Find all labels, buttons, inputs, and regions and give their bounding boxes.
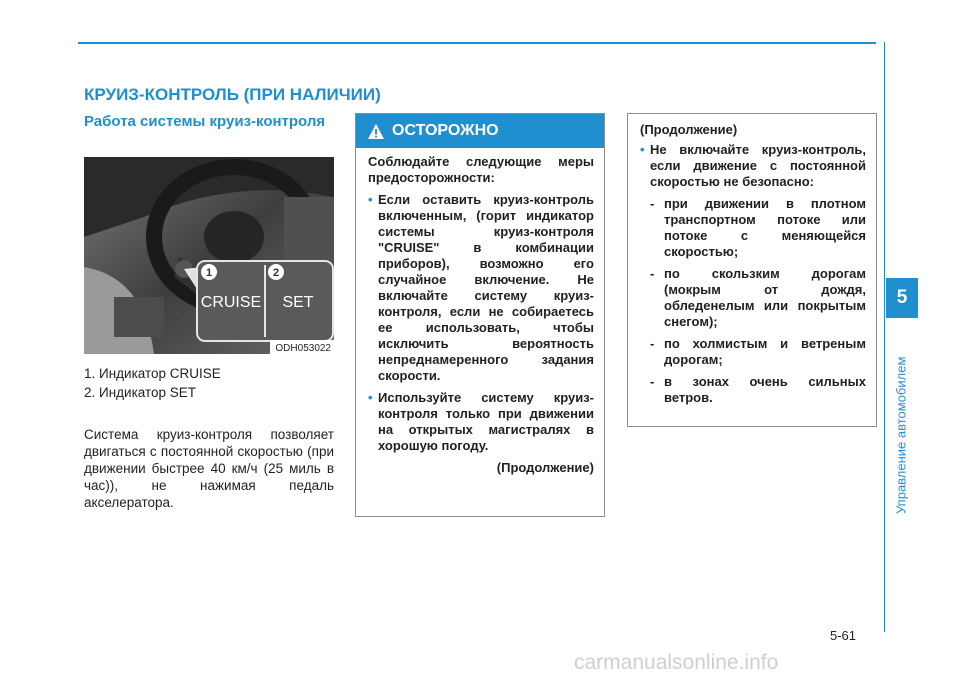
body-paragraph: Система круиз-контроля позволяет двигаться с постоянной скоростью (при движении быстрее 40 км/ч (25 миль в час)), не нажимая педаль акселератора.: [84, 427, 334, 510]
continued-bullet: • Не включайте круиз-контроль, если движение с постоянной скоростью не безопасно:: [640, 142, 866, 189]
chapter-tab[interactable]: 5: [886, 278, 918, 318]
dashboard-photo: [84, 157, 334, 354]
warning-bullet: • Если оставить круиз-контроль включенным, (горит индикатор системы круиз-контроля "CRUISE" в комбинации приборов), возможно его случайное включение. Не включайте систему круиз-контроля, если не собираетесь ее использовать, чтобы исключить вероятность непреднамеренного задания скорости.: [368, 192, 594, 383]
bullet-icon: •: [368, 390, 373, 405]
bullet-icon: •: [640, 142, 645, 157]
warning-title: ОСТОРОЖНО: [392, 122, 499, 139]
top-rule: [78, 42, 876, 44]
side-rule: [884, 42, 885, 632]
caption-list: [84, 364, 334, 402]
section-title: КРУИЗ-КОНТРОЛЬ (ПРИ НАЛИЧИИ): [84, 85, 381, 104]
caption-item: 1. Индикатор CRUISE: [84, 366, 221, 381]
continued-header: (Продолжение): [640, 122, 738, 137]
set-indicator-label: SET: [282, 294, 314, 311]
warning-continued: (Продолжение): [496, 460, 594, 475]
marker-2: 2: [272, 267, 280, 279]
dash-item: - по холмистым и ветреным дорогам;: [650, 336, 866, 367]
marker-1: 1: [205, 267, 213, 279]
figure-code: ODH053022: [275, 343, 331, 354]
chapter-title: Управление автомобилем: [893, 356, 909, 514]
warning-bullet: • Используйте систему круиз-контроля только при движении на открытых магистралях в хорошую погоду.: [368, 390, 594, 453]
warning-header: [356, 114, 604, 148]
warning-triangle-icon: [368, 124, 384, 139]
warning-box: [355, 113, 605, 517]
watermark: carmanualsonline.info: [574, 651, 779, 674]
subsection-title: Работа системы круиз-контроля: [84, 113, 326, 130]
dash-item: - по скользким дорогам (мокрым от дождя, обледенелым или покрытым снегом);: [650, 266, 866, 329]
cruise-indicator-label: CRUISE: [200, 294, 262, 311]
continued-warning-box: [627, 113, 877, 427]
bullet-icon: •: [368, 192, 373, 207]
dash-item: - в зонах очень сильных ветров.: [650, 374, 866, 405]
caption-item: 2. Индикатор SET: [84, 385, 197, 400]
dash-item: - при движении в плотном транспортном потоке или потоке с меняющейся скоростью;: [650, 196, 866, 259]
page-number: 5-61: [830, 628, 857, 643]
warning-intro: Соблюдайте следующие меры предосторожности:: [368, 154, 594, 185]
